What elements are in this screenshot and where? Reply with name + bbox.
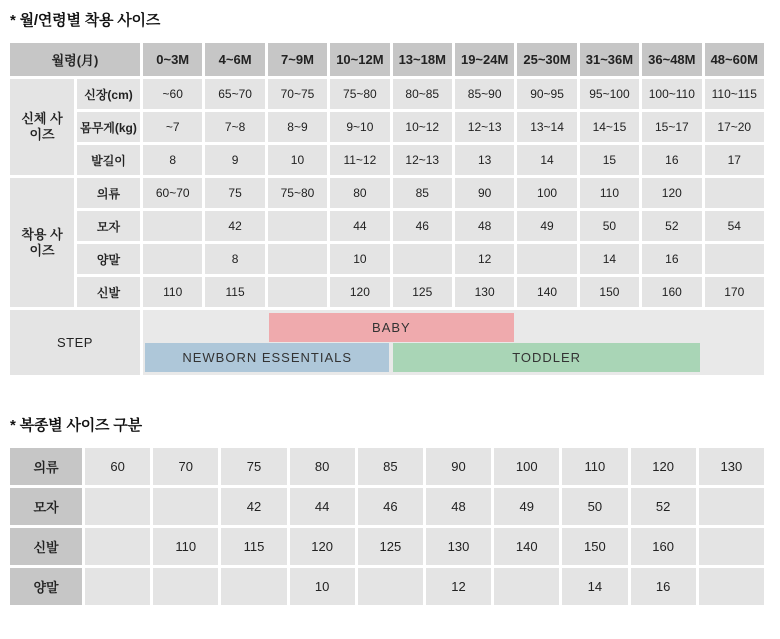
- socks-cell: [393, 244, 452, 274]
- height-cell: 85~90: [455, 79, 514, 109]
- clothing-row-label: 의류: [77, 178, 140, 208]
- socks-size-cell: [494, 568, 559, 605]
- socks-size-cell: 14: [562, 568, 627, 605]
- shoes-cell: 110: [143, 277, 202, 307]
- foot-length-row-label: 발길이: [77, 145, 140, 175]
- socks-cell: 14: [580, 244, 639, 274]
- socks-size-cell: 10: [290, 568, 355, 605]
- height-cell: 100~110: [642, 79, 701, 109]
- height-cell: 95~100: [580, 79, 639, 109]
- height-cell: ~60: [143, 79, 202, 109]
- socks-cell: [705, 244, 764, 274]
- clothing-cell: 75~80: [268, 178, 327, 208]
- age-column-header: 10~12M: [330, 43, 389, 76]
- weight-cell: 12~13: [455, 112, 514, 142]
- shoes-cell: 140: [517, 277, 576, 307]
- baby-step-bar: BABY: [269, 313, 513, 342]
- shoes-size-row: [10, 528, 764, 565]
- step-label: STEP: [10, 310, 140, 375]
- clothing-size-cell: 90: [426, 448, 491, 485]
- weight-cell: 8~9: [268, 112, 327, 142]
- shoes-size-cell: 140: [494, 528, 559, 565]
- clothing-size-cell: 75: [221, 448, 286, 485]
- hat-row-label: 모자: [77, 211, 140, 241]
- shoes-size-cell: [699, 528, 764, 565]
- clothing-size-cell: 120: [631, 448, 696, 485]
- socks-row-label: 양말: [10, 568, 82, 605]
- foot-length-cell: 14: [517, 145, 576, 175]
- socks-size-row: [10, 568, 764, 605]
- shoes-cell: 170: [705, 277, 764, 307]
- hat-size-row: [10, 488, 764, 525]
- height-cell: 80~85: [393, 79, 452, 109]
- socks-size-cell: [85, 568, 150, 605]
- clothing-cell: 90: [455, 178, 514, 208]
- toddler-step-bar: TODDLER: [393, 343, 700, 372]
- hat-cell: [143, 211, 202, 241]
- foot-length-cell: 17: [705, 145, 764, 175]
- height-cell: 65~70: [205, 79, 264, 109]
- step-bars-area: [143, 310, 764, 375]
- clothing-cell: 120: [642, 178, 701, 208]
- hat-size-cell: 42: [221, 488, 286, 525]
- clothing-cell: 110: [580, 178, 639, 208]
- socks-cell: 12: [455, 244, 514, 274]
- hat-size-cell: 49: [494, 488, 559, 525]
- clothing-size-cell: 85: [358, 448, 423, 485]
- age-column-header: 36~48M: [642, 43, 701, 76]
- clothing-cell: 80: [330, 178, 389, 208]
- hat-size-cell: 50: [562, 488, 627, 525]
- clothing-size-cell: 130: [699, 448, 764, 485]
- shoes-size-cell: 125: [358, 528, 423, 565]
- foot-length-cell: 13: [455, 145, 514, 175]
- foot-length-cell: 16: [642, 145, 701, 175]
- shoes-cell: 150: [580, 277, 639, 307]
- hat-size-cell: 46: [358, 488, 423, 525]
- clothing-cell: 100: [517, 178, 576, 208]
- shoes-row: [10, 277, 764, 307]
- foot-length-cell: 11~12: [330, 145, 389, 175]
- age-column-header: 0~3M: [143, 43, 202, 76]
- socks-cell: [517, 244, 576, 274]
- weight-row-label: 몸무게(kg): [77, 112, 140, 142]
- weight-cell: 13~14: [517, 112, 576, 142]
- hat-size-cell: 48: [426, 488, 491, 525]
- clothing-size-cell: 70: [153, 448, 218, 485]
- foot-length-cell: 15: [580, 145, 639, 175]
- hat-cell: 42: [205, 211, 264, 241]
- socks-row: [10, 244, 764, 274]
- socks-row-label: 양말: [77, 244, 140, 274]
- foot-length-cell: 12~13: [393, 145, 452, 175]
- clothing-size-cell: 60: [85, 448, 150, 485]
- weight-cell: 15~17: [642, 112, 701, 142]
- shoes-cell: 115: [205, 277, 264, 307]
- weight-row: [10, 112, 764, 142]
- hat-cell: 49: [517, 211, 576, 241]
- socks-cell: 10: [330, 244, 389, 274]
- monthly-size-table: [7, 40, 767, 378]
- category-size-table: [7, 445, 767, 608]
- shoes-cell: 130: [455, 277, 514, 307]
- clothing-cell: 85: [393, 178, 452, 208]
- height-cell: 75~80: [330, 79, 389, 109]
- socks-size-cell: [358, 568, 423, 605]
- shoes-row-label: 신발: [77, 277, 140, 307]
- age-column-header: 13~18M: [393, 43, 452, 76]
- shoes-cell: 120: [330, 277, 389, 307]
- socks-size-cell: 12: [426, 568, 491, 605]
- hat-size-cell: [153, 488, 218, 525]
- weight-cell: 17~20: [705, 112, 764, 142]
- weight-cell: 9~10: [330, 112, 389, 142]
- newborn-essentials-step-bar: NEWBORN ESSENTIALS: [145, 343, 389, 372]
- socks-cell: 8: [205, 244, 264, 274]
- hat-row: [10, 211, 764, 241]
- clothing-cell: [705, 178, 764, 208]
- table1-header-row: [10, 43, 764, 76]
- hat-size-cell: [699, 488, 764, 525]
- shoes-cell: [268, 277, 327, 307]
- clothing-size-row: [10, 448, 764, 485]
- hat-row-label: 모자: [10, 488, 82, 525]
- shoes-row-label: 신발: [10, 528, 82, 565]
- height-row: [10, 79, 764, 109]
- monthly-size-title: * 월/연령별 착용 사이즈: [10, 12, 161, 29]
- age-corner-header: 월령(月): [10, 43, 140, 76]
- shoes-size-cell: 115: [221, 528, 286, 565]
- hat-size-cell: 52: [631, 488, 696, 525]
- height-cell: 70~75: [268, 79, 327, 109]
- clothing-row: [10, 178, 764, 208]
- height-cell: 110~115: [705, 79, 764, 109]
- socks-size-cell: [153, 568, 218, 605]
- category-size-title: * 복종별 사이즈 구분: [10, 417, 142, 434]
- age-column-header: 4~6M: [205, 43, 264, 76]
- age-column-header: 31~36M: [580, 43, 639, 76]
- clothing-cell: 60~70: [143, 178, 202, 208]
- hat-cell: 48: [455, 211, 514, 241]
- shoes-size-cell: 120: [290, 528, 355, 565]
- clothing-size-cell: 100: [494, 448, 559, 485]
- shoes-size-cell: 110: [153, 528, 218, 565]
- age-column-header: 7~9M: [268, 43, 327, 76]
- age-column-header: 19~24M: [455, 43, 514, 76]
- foot-length-cell: 9: [205, 145, 264, 175]
- shoes-size-cell: 130: [426, 528, 491, 565]
- foot-length-row: [10, 145, 764, 175]
- socks-size-cell: [221, 568, 286, 605]
- clothing-size-cell: 80: [290, 448, 355, 485]
- hat-size-cell: [85, 488, 150, 525]
- weight-cell: 7~8: [205, 112, 264, 142]
- socks-cell: [268, 244, 327, 274]
- hat-cell: 50: [580, 211, 639, 241]
- shoes-cell: 125: [393, 277, 452, 307]
- foot-length-cell: 10: [268, 145, 327, 175]
- age-column-header: 25~30M: [517, 43, 576, 76]
- body-size-group-label: 신체 사이즈: [10, 79, 74, 175]
- socks-size-cell: [699, 568, 764, 605]
- height-cell: 90~95: [517, 79, 576, 109]
- weight-cell: ~7: [143, 112, 202, 142]
- hat-cell: 44: [330, 211, 389, 241]
- foot-length-cell: 8: [143, 145, 202, 175]
- hat-cell: [268, 211, 327, 241]
- shoes-size-cell: 150: [562, 528, 627, 565]
- hat-cell: 46: [393, 211, 452, 241]
- shoes-size-cell: [85, 528, 150, 565]
- weight-cell: 10~12: [393, 112, 452, 142]
- socks-cell: 16: [642, 244, 701, 274]
- shoes-cell: 160: [642, 277, 701, 307]
- socks-cell: [143, 244, 202, 274]
- clothing-size-cell: 110: [562, 448, 627, 485]
- clothing-cell: 75: [205, 178, 264, 208]
- clothing-row-label: 의류: [10, 448, 82, 485]
- step-row: [10, 310, 764, 375]
- hat-cell: 54: [705, 211, 764, 241]
- socks-size-cell: 16: [631, 568, 696, 605]
- hat-size-cell: 44: [290, 488, 355, 525]
- hat-cell: 52: [642, 211, 701, 241]
- age-column-header: 48~60M: [705, 43, 764, 76]
- height-row-label: 신장(cm): [77, 79, 140, 109]
- shoes-size-cell: 160: [631, 528, 696, 565]
- weight-cell: 14~15: [580, 112, 639, 142]
- wear-size-group-label: 착용 사이즈: [10, 178, 74, 307]
